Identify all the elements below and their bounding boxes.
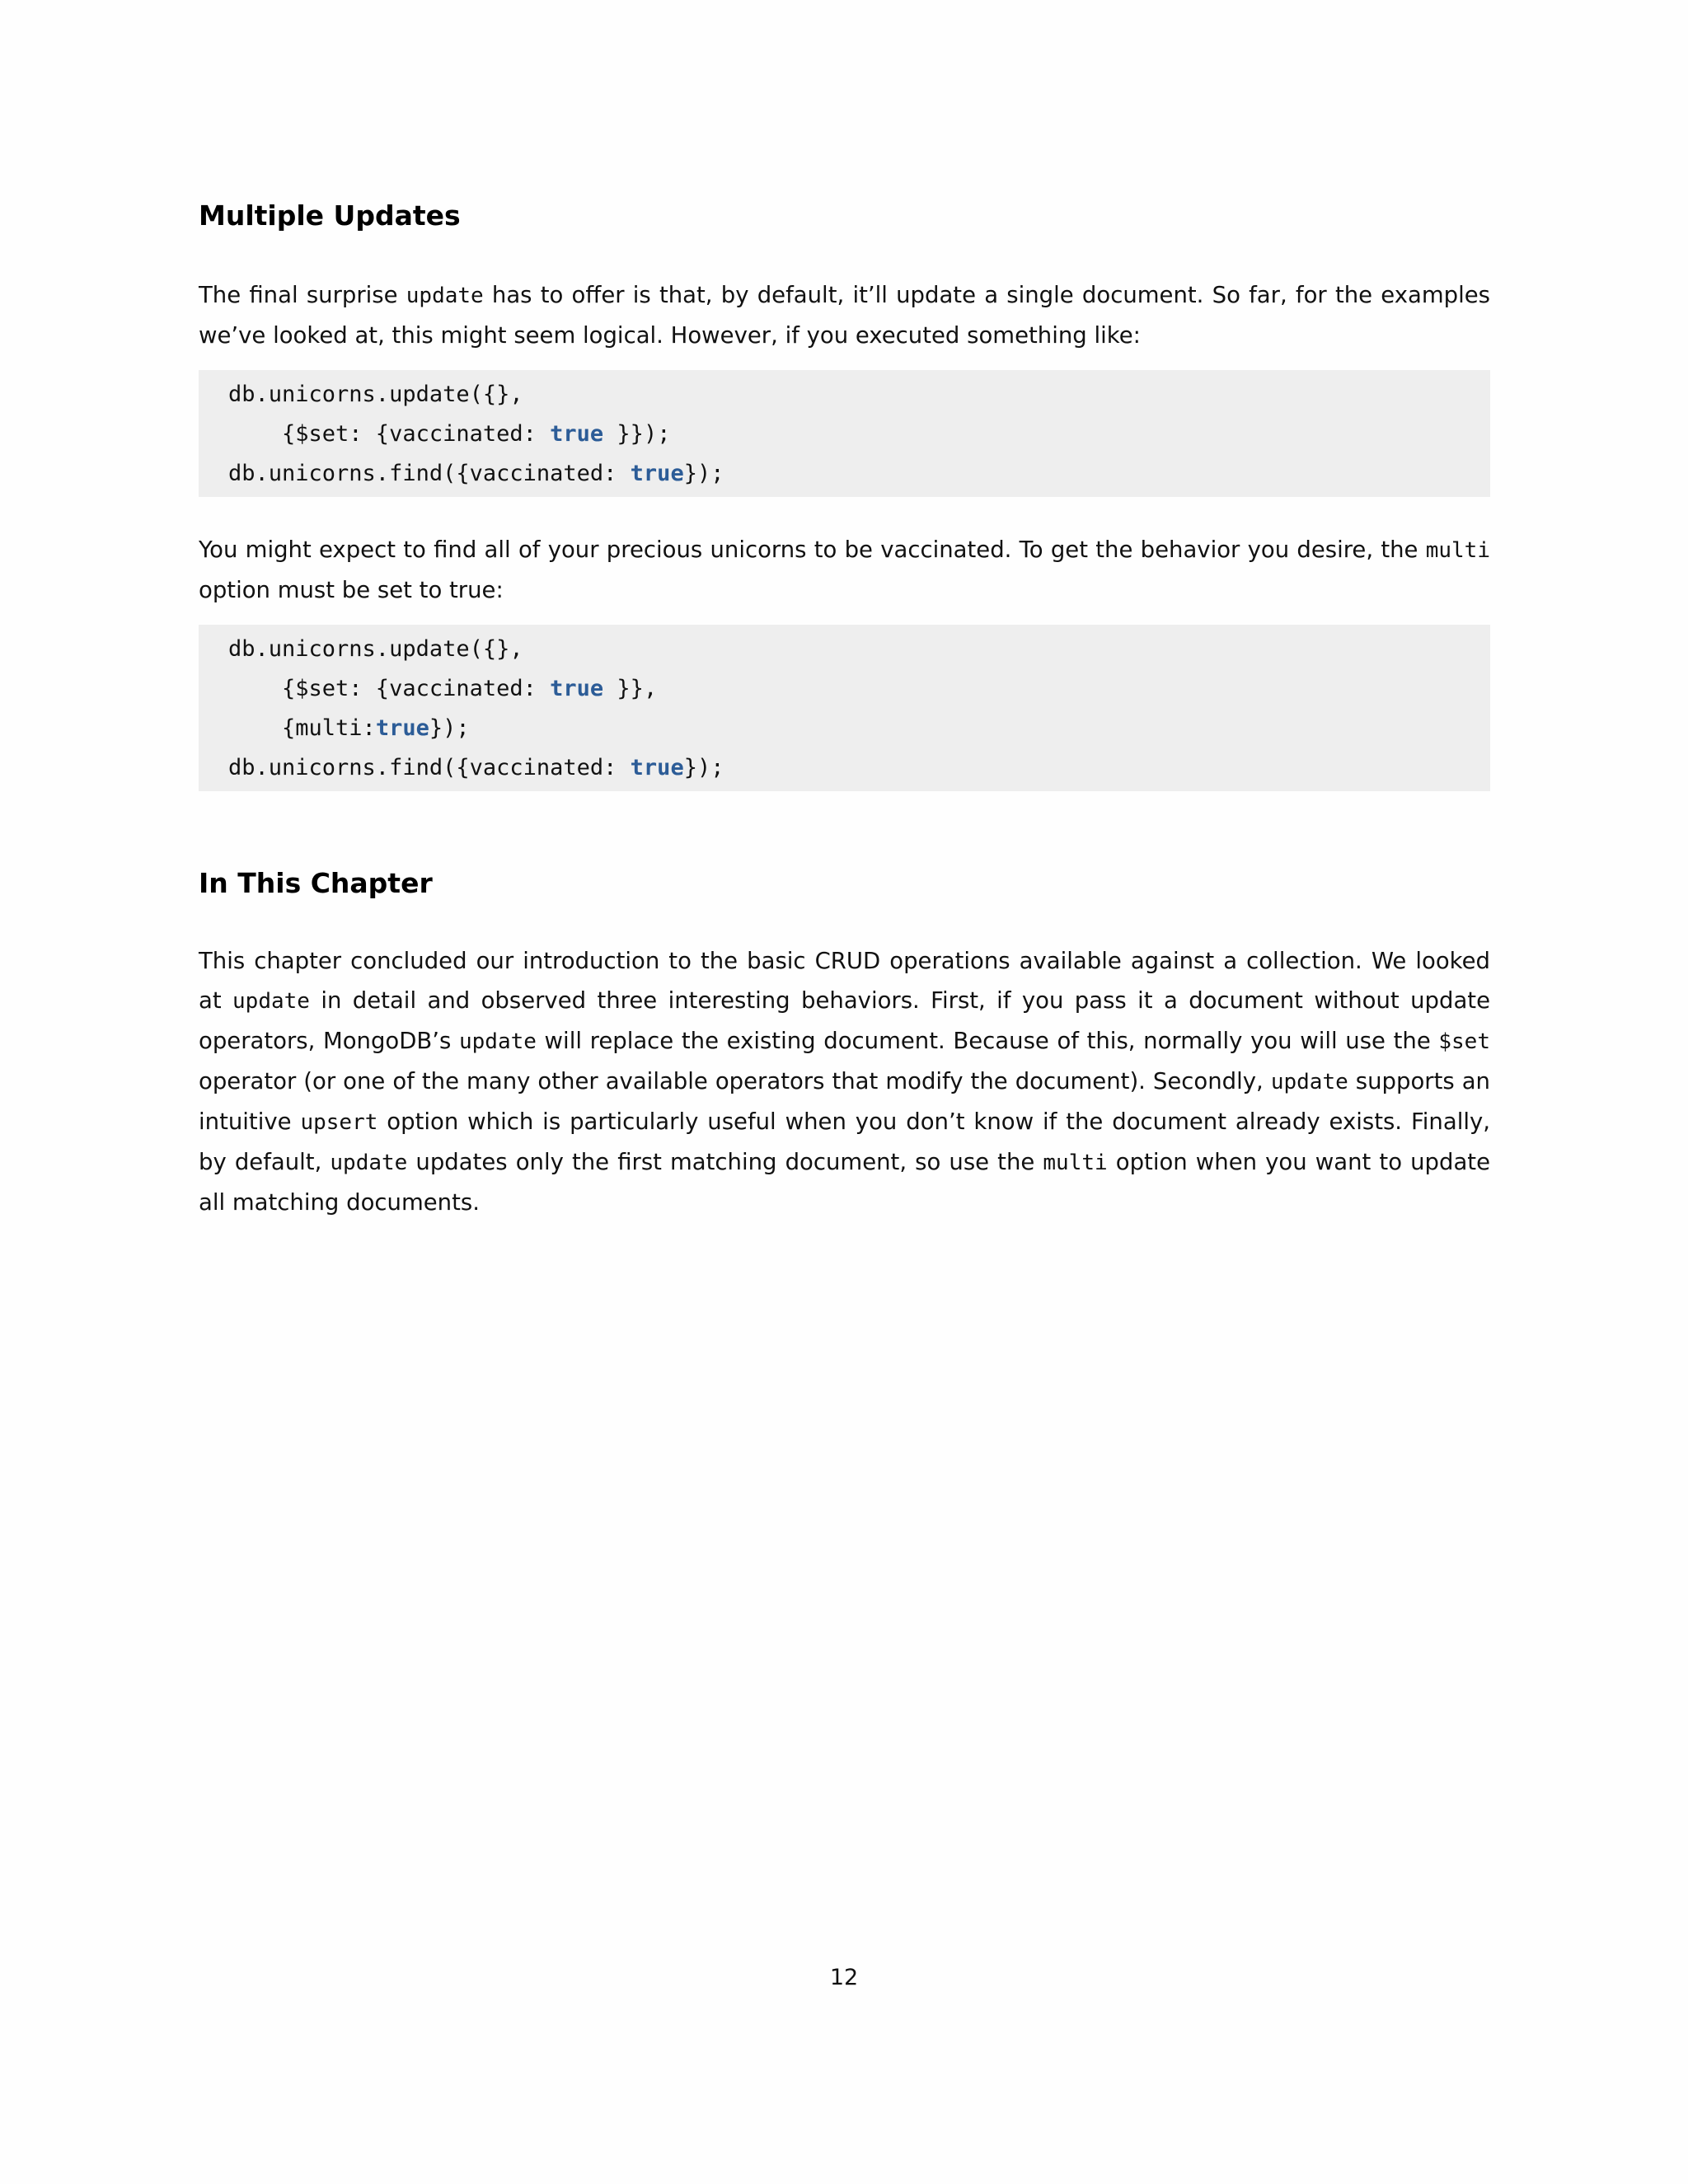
text-run: });	[683, 461, 724, 486]
code-line	[228, 669, 1461, 709]
page-number: 12	[829, 1965, 859, 1990]
text-run: You might expect to find all of your precious unicorns to be vaccinated. To get the behavior you desire, the	[199, 537, 1426, 563]
in-this-chapter-paragraph	[199, 941, 1490, 1222]
code-keyword: true	[630, 755, 684, 780]
text-run: db.unicorns.find({vaccinated:	[228, 755, 631, 780]
text-run: in detail and observed three interesting behaviors. First, if you pass it a document without update operators, MongoDB’s	[199, 987, 1490, 1054]
text-run: updates only the first matching document, so use the	[407, 1149, 1043, 1175]
inline-code: $set	[1438, 1029, 1490, 1054]
inline-code: upsert	[300, 1110, 378, 1135]
code-line	[228, 709, 1461, 748]
inline-code: multi	[1043, 1151, 1108, 1175]
text-run: }});	[603, 421, 671, 447]
text-run: {multi:	[228, 715, 376, 741]
code-keyword: true	[630, 461, 684, 486]
multiple-updates-paragraph-1	[199, 275, 1490, 355]
code-keyword: true	[375, 715, 429, 741]
inline-code: update	[406, 284, 484, 308]
page-content	[199, 198, 1490, 1222]
text-run: db.unicorns.find({vaccinated:	[228, 461, 631, 486]
text-run: This chapter concluded our introduction to the basic CRUD operations available against a collection. We looked at	[199, 948, 1490, 1014]
text-run: });	[683, 755, 724, 780]
text-run: }},	[603, 676, 658, 701]
text-run: db.unicorns.update({},	[228, 382, 523, 407]
text-run: option when you want to update all matching documents.	[199, 1149, 1490, 1216]
code-line	[228, 630, 1461, 669]
code-block-single-update	[199, 370, 1490, 497]
multiple-updates-paragraph-2	[199, 530, 1490, 610]
text-run: {$set: {vaccinated:	[228, 421, 551, 447]
code-keyword: true	[550, 421, 604, 447]
text-run: operator (or one of the many other available operators that modify the document). Secondly,	[199, 1068, 1271, 1094]
inline-code: update	[459, 1029, 537, 1054]
inline-code: update	[232, 989, 310, 1014]
inline-code: update	[330, 1151, 408, 1175]
text-run: supports an intuitive	[199, 1068, 1490, 1135]
inline-code: update	[1270, 1070, 1348, 1094]
section-heading-in-this-chapter: In This Chapter	[199, 867, 433, 899]
code-line	[228, 748, 1461, 788]
code-line	[228, 415, 1461, 454]
text-run: {$set: {vaccinated:	[228, 676, 551, 701]
text-run: option which is particularly useful when you don’t know if the document already exists. Finally, by default,	[199, 1108, 1490, 1175]
text-run: The final surprise	[199, 282, 406, 308]
section-heading-multiple-updates: Multiple Updates	[199, 199, 461, 232]
text-run: db.unicorns.update({},	[228, 636, 523, 662]
code-line	[228, 375, 1461, 415]
code-line	[228, 454, 1461, 494]
text-run: has to offer is that, by default, it’ll update a single document. So far, for the examples we’ve looked at, this might seem logical. However, if you executed something like:	[199, 282, 1490, 349]
inline-code: multi	[1425, 538, 1490, 563]
code-block-multi-update	[199, 625, 1490, 791]
code-keyword: true	[550, 676, 604, 701]
text-run: });	[429, 715, 470, 741]
text-run: option must be set to true:	[199, 577, 504, 603]
text-run: will replace the existing document. Because of this, normally you will use the	[536, 1028, 1439, 1054]
